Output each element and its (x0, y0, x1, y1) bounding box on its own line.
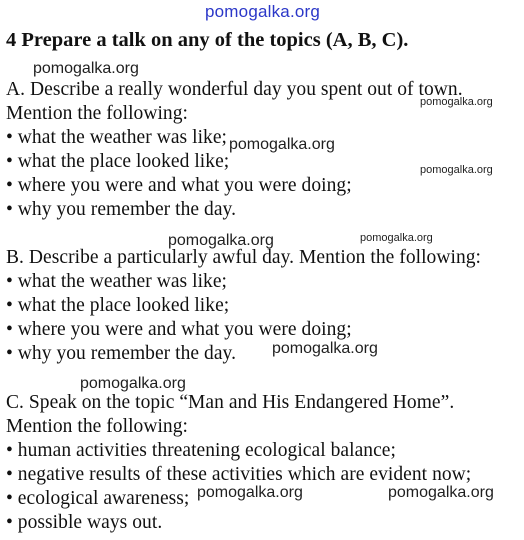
section-a-intro: A. Describe a really wonderful day you spent out of town. (6, 79, 463, 100)
watermark: pomogalka.org (272, 340, 378, 357)
watermark: pomogalka.org (229, 136, 335, 153)
section-a-mention: Mention the following: (6, 103, 188, 124)
watermark: pomogalka.org (420, 96, 493, 108)
section-a-item: • why you remember the day. (6, 199, 237, 220)
section-c-intro: C. Speak on the topic “Man and His Endangered Home”. (6, 392, 455, 413)
watermark: pomogalka.org (388, 484, 494, 501)
section-b-intro: B. Describe a particularly awful day. Mention the following: (6, 247, 482, 268)
watermark: pomogalka.org (197, 484, 303, 501)
section-b-item: • why you remember the day. (6, 343, 237, 364)
watermark-top: pomogalka.org (205, 2, 321, 21)
section-a-item: • what the weather was like; (6, 127, 228, 148)
section-c-mention: Mention the following: (6, 416, 188, 437)
section-a-item: • where you were and what you were doing; (6, 175, 352, 196)
section-c-item: • negative results of these activities which are evident now; (6, 464, 472, 485)
section-c-item: • human activities threatening ecological balance; (6, 440, 396, 461)
section-c-item: • ecological awareness; (6, 488, 190, 509)
watermark: pomogalka.org (168, 232, 274, 249)
watermark: pomogalka.org (420, 164, 493, 176)
section-b-item: • what the weather was like; (6, 271, 228, 292)
watermark: pomogalka.org (360, 232, 433, 244)
watermark: pomogalka.org (33, 60, 139, 77)
section-b-item: • what the place looked like; (6, 295, 230, 316)
section-c-item: • possible ways out. (6, 512, 163, 533)
watermark: pomogalka.org (80, 375, 186, 392)
section-a-item: • what the place looked like; (6, 151, 230, 172)
exercise-heading: 4 Prepare a talk on any of the topics (A, B, C). (6, 29, 409, 51)
section-b-item: • where you were and what you were doing; (6, 319, 352, 340)
